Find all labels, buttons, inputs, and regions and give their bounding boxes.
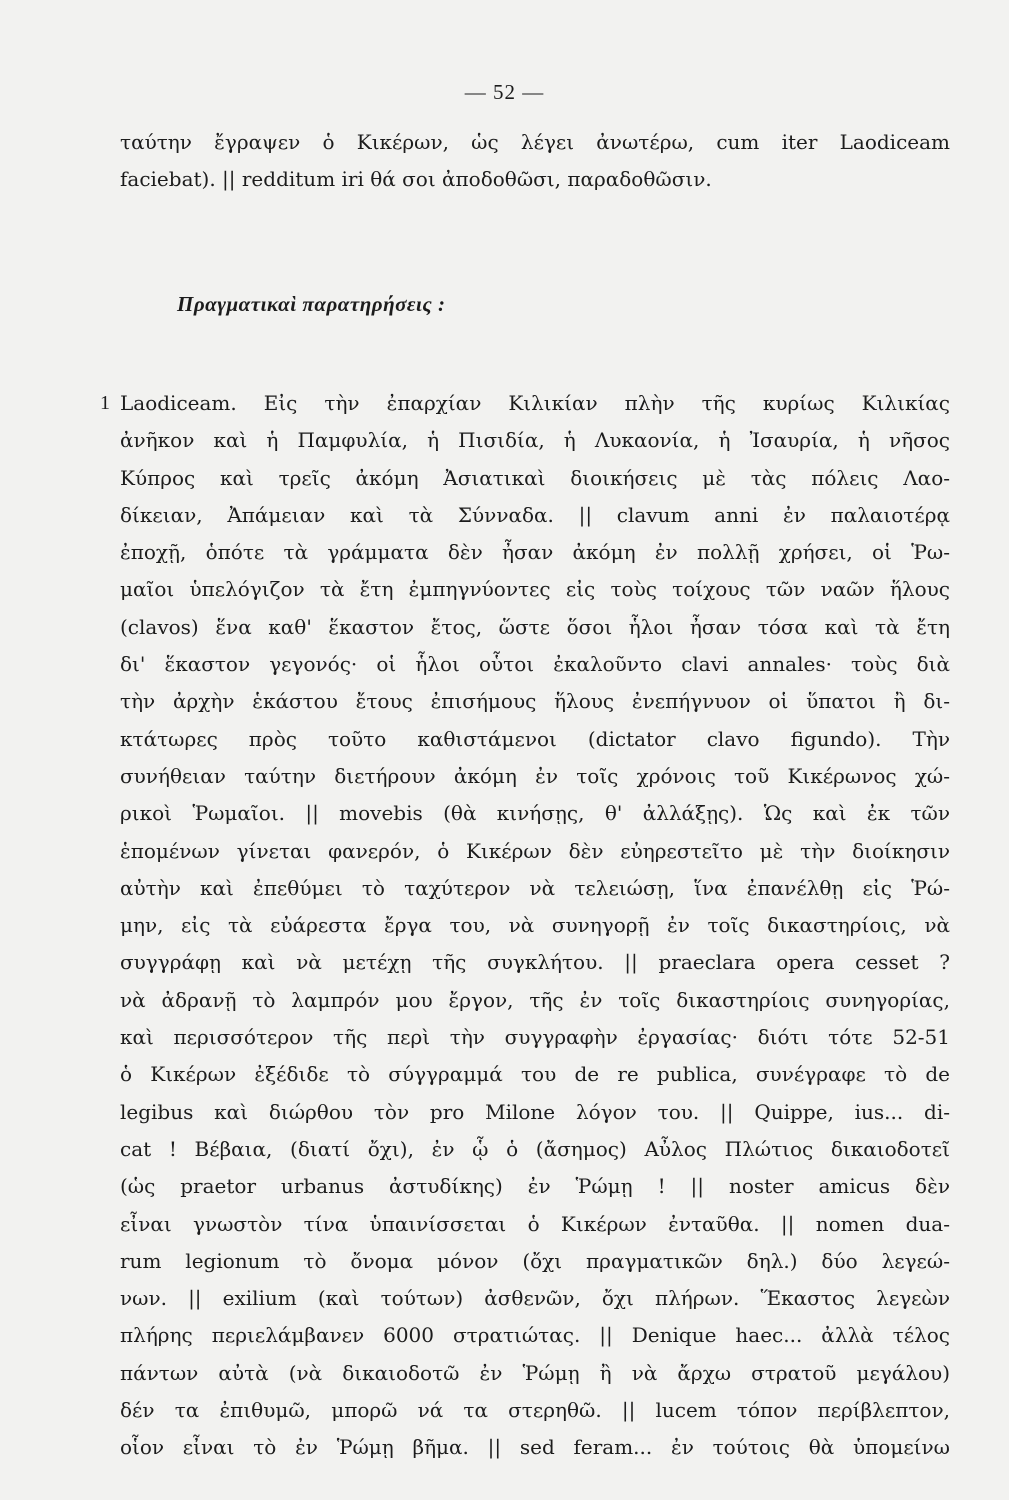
text-line: εἶναι γνωστὸν τίνα ὑπαινίσσεται ὁ Κικέρων ἐνταῦθα. || nomen dua- xyxy=(120,1211,950,1236)
text-line: νὰ ἀδρανῇ τὸ λαμπρόν μου ἔργον, τῆς ἐν τοῖς δικαστηρίοις συνηγορίας, xyxy=(120,987,950,1012)
text-line: δι' ἕκαστον γεγονός· οἱ ἧλοι οὗτοι ἐκαλοῦντο clavi annales· τοὺς διὰ xyxy=(120,652,950,677)
text-line: ὁ Κικέρων ἐξέδιδε τὸ σύγγραμμά του de re publica, συνέγραφε τὸ de xyxy=(120,1062,950,1087)
intro-paragraph xyxy=(120,124,950,199)
text-line: ἀνῆκον καὶ ἡ Παμφυλία, ἡ Πισιδία, ἡ Λυκαονία, ἡ Ἰσαυρία, ἡ νῆσος xyxy=(120,428,950,453)
text-line: καὶ περισσότερον τῆς περὶ τὴν συγγραφὴν ἐργασίας· διότι τότε 52-51 xyxy=(120,1025,950,1050)
text-line: faciebat). || redditum iri θά σοι ἀποδοθῶσι, παραδοθῶσιν. xyxy=(120,167,712,192)
text-line: rum legionum τὸ ὄνομα μόνον (ὄχι πραγματικῶν δηλ.) δύο λεγεώ- xyxy=(120,1248,950,1273)
page-number: — 52 — xyxy=(464,80,545,104)
text-line: συνήθειαν ταύτην διετήρουν ἀκόμη ἐν τοῖς χρόνοις τοῦ Κικέρωνος χώ- xyxy=(120,763,950,788)
text-line: legibus καὶ διώρθου τὸν pro Milone λόγον του. || Quippe, ius... di- xyxy=(120,1099,950,1124)
text-line: ἑπομένων γίνεται φανερόν, ὁ Κικέρων δὲν εὐηρεστεῖτο μὲ τὴν διοίκησιν xyxy=(120,838,950,863)
text-line: πάντων αὐτὰ (νὰ δικαιοδοτῶ ἐν Ῥώμῃ ἢ νὰ ἄρχω στρατοῦ μεγάλου) xyxy=(120,1360,950,1385)
notes-paragraph xyxy=(120,385,950,1467)
text-line: συγγράφῃ καὶ νὰ μετέχῃ τῆς συγκλήτου. || praeclara opera cesset ? xyxy=(120,950,950,975)
text-line: οἷον εἶναι τὸ ἐν Ῥώμῃ βῆμα. || sed feram... ἐν τούτοις θὰ ὑπομείνω xyxy=(120,1435,950,1460)
text-line: κτάτωρες πρὸς τοῦτο καθιστάμενοι (dictator clavo figundo). Τὴν xyxy=(120,726,950,751)
section-heading: Πραγματικαὶ παρατηρήσεις : xyxy=(177,292,446,316)
text-line: (ὡς praetor urbanus ἀστυδίκης) ἐν Ῥώμῃ ! || noster amicus δὲν xyxy=(120,1174,950,1199)
note-number: 1 xyxy=(100,392,110,414)
text-line: cat ! Βέβαια, (διατί ὄχι), ἐν ᾧ ὁ (ἄσημος) Αὖλος Πλώτιος δικαιοδοτεῖ xyxy=(120,1136,950,1161)
text-line: τὴν ἀρχὴν ἑκάστου ἔτους ἐπισήμους ἥλους ἐνεπήγνυον οἱ ὕπατοι ἢ δι- xyxy=(120,689,950,714)
text-line: νων. || exilium (καὶ τούτων) ἀσθενῶν, ὄχι πλήρων. Ἕκαστος λεγεὼν xyxy=(120,1286,950,1311)
text-line: ταύτην ἔγραψεν ὁ Κικέρων, ὡς λέγει ἀνωτέρω, cum iter Laodiceam xyxy=(120,130,950,154)
text-line: πλήρης περιελάμβανεν 6000 στρατιώτας. || Denique haec... ἀλλὰ τέλος xyxy=(120,1323,950,1348)
text-line: (clavos) ἕνα καθ' ἕκαστον ἔτος, ὥστε ὅσοι ἧλοι ἦσαν τόσα καὶ τὰ ἔτη xyxy=(120,614,950,639)
text-line: μην, εἰς τὰ εὐάρεστα ἔργα του, νὰ συνηγορῇ ἐν τοῖς δικαστηρίοις, νὰ xyxy=(120,913,950,938)
text-line: μαῖοι ὑπελόγιζον τὰ ἔτη ἐμπηγνύοντες εἰς τοὺς τοίχους τῶν ναῶν ἥλους xyxy=(120,577,950,602)
text-line: αὐτὴν καὶ ἐπεθύμει τὸ ταχύτερον νὰ τελειώσῃ, ἵνα ἐπανέλθῃ εἰς Ῥώ- xyxy=(120,875,950,900)
text-line: ρικοὶ Ῥωμαῖοι. || movebis (θὰ κινήσῃς, θ' ἀλλάξῃς). Ὡς καὶ ἐκ τῶν xyxy=(120,801,950,826)
text-line: Laodiceam. Εἰς τὴν ἐπαρχίαν Κιλικίαν πλὴν τῆς κυρίως Κιλικίας xyxy=(120,391,950,415)
text-line: ἐποχῇ, ὁπότε τὰ γράμματα δὲν ἦσαν ἀκόμη ἐν πολλῇ χρήσει, οἱ Ῥω- xyxy=(120,540,950,565)
text-line: Κύπρος καὶ τρεῖς ἀκόμη Ἀσιατικαὶ διοικήσεις μὲ τὰς πόλεις Λαο- xyxy=(120,465,950,490)
text-line: δέν τα ἐπιθυμῶ, μπορῶ νά τα στερηθῶ. || lucem τόπον περίβλεπτον, xyxy=(120,1398,950,1423)
text-line: δίκειαν, Ἀπάμειαν καὶ τὰ Σύνναδα. || clavum anni ἐν παλαιοτέρᾳ xyxy=(120,502,950,527)
